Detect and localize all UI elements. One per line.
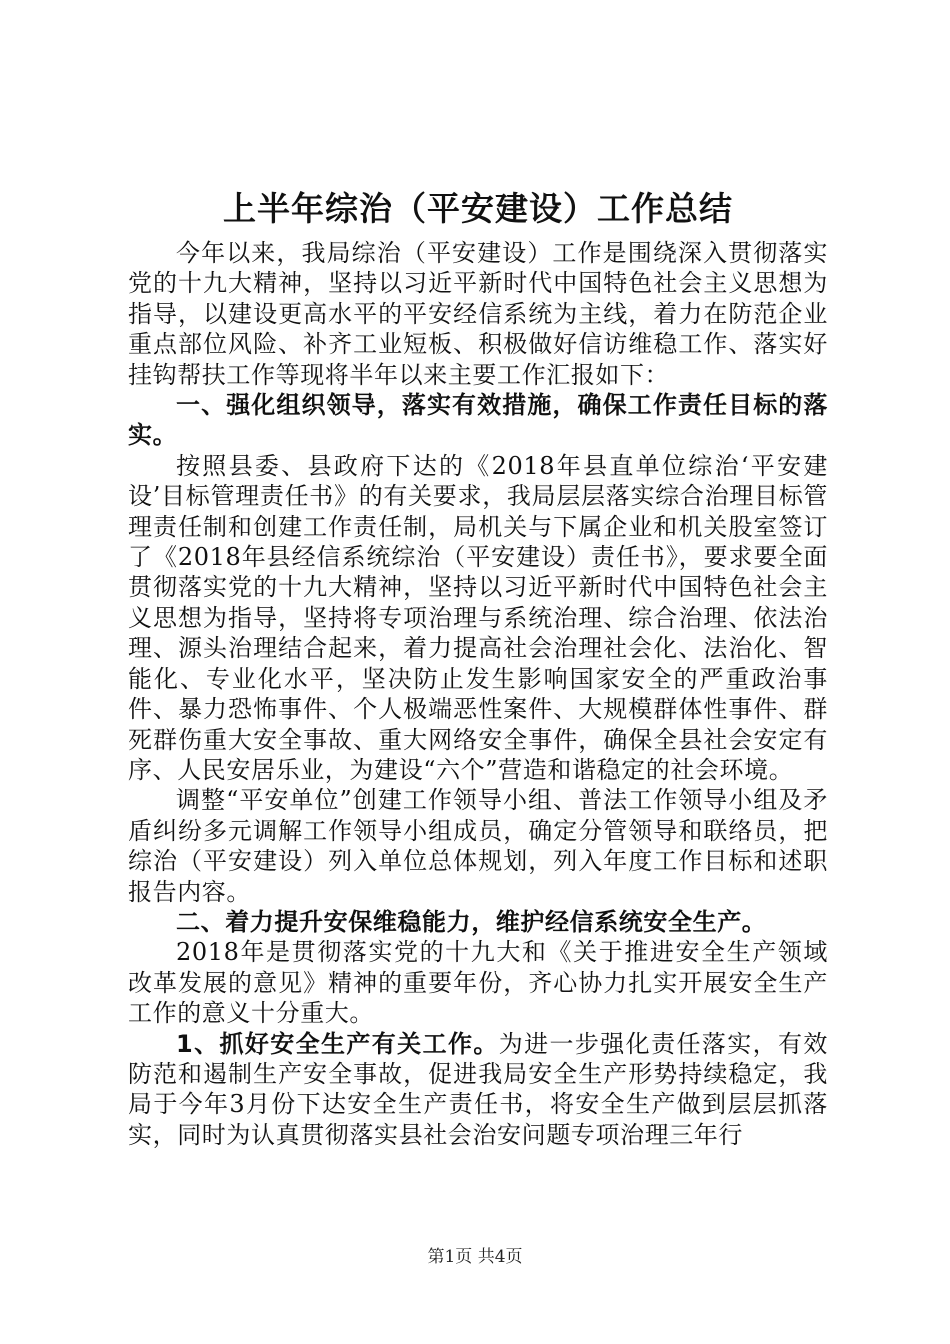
document-page <box>128 186 828 1150</box>
intro-paragraph: 今年以来，我局综治（平安建设）工作是围绕深入贯彻落实党的十九大精神，坚持以习近平新时代中国特色社会主义思想为指导，以建设更高水平的平安经信系统为主线，着力在防范企业重点部位风险、补齐工业短板、积极做好信访维稳工作、落实好挂钩帮扶工作等现将半年以来主要工作汇报如下： <box>128 239 828 389</box>
section-2-item-1 <box>128 1029 828 1151</box>
section-1-paragraph-2: 调整“平安单位”创建工作领导小组、普法工作领导小组及矛盾纠纷多元调解工作领导小组成员，确定分管领导和联络员，把综治（平安建设）列入单位总体规划，列入年度工作目标和述职报告内容。 <box>128 786 828 906</box>
section-2-item-1-text: 为进一步强化责任落实，有效防范和遏制生产安全事故，促进我局安全生产形势持续稳定，我局于今年3月份下达安全生产责任书，将安全生产做到层层抓落实，同时为认真贯彻落实县社会治安问题专项治理三年行 <box>128 1029 828 1149</box>
section-1-paragraph-1: 按照县委、县政府下达的《2018年县直单位综治‘平安建设’目标管理责任书》的有关要求，我局层层落实综合治理目标管理责任制和创建工作责任制，局机关与下属企业和机关股室签订了《2018年县经信系统综治（平安建设）责任书》，要求要全面贯彻落实党的十九大精神，坚持以习近平新时代中国特色社会主义思想为指导，坚持将专项治理与系统治理、综合治理、依法治理、源头治理结合起来，着力提高社会治理社会化、法治化、智能化、专业化水平，坚决防止发生影响国家安全的严重政治事件、暴力恐怖事件、个人极端恶性案件、大规模群体性事件、群死群伤重大安全事故、重大网络安全事件，确保全县社会安定有序、人民安居乐业，为建设“六个”营造和谐稳定的社会环境。 <box>128 451 828 784</box>
page-footer: 第1页 共4页 <box>427 1247 523 1267</box>
section-1-heading: 一、强化组织领导，落实有效措施，确保工作责任目标的落实。 <box>128 391 828 450</box>
document-title: 上半年综治（平安建设）工作总结 <box>223 189 733 228</box>
section-2-item-1-lead: 1、抓好安全生产有关工作。 <box>176 1029 499 1058</box>
section-2-heading: 二、着力提升安保维稳能力，维护经信系统安全生产。 <box>176 907 767 936</box>
section-2-paragraph-1: 2018年是贯彻落实党的十九大和《关于推进安全生产领域改革发展的意见》精神的重要年份，齐心协力扎实开展安全生产工作的意义十分重大。 <box>128 938 828 1028</box>
